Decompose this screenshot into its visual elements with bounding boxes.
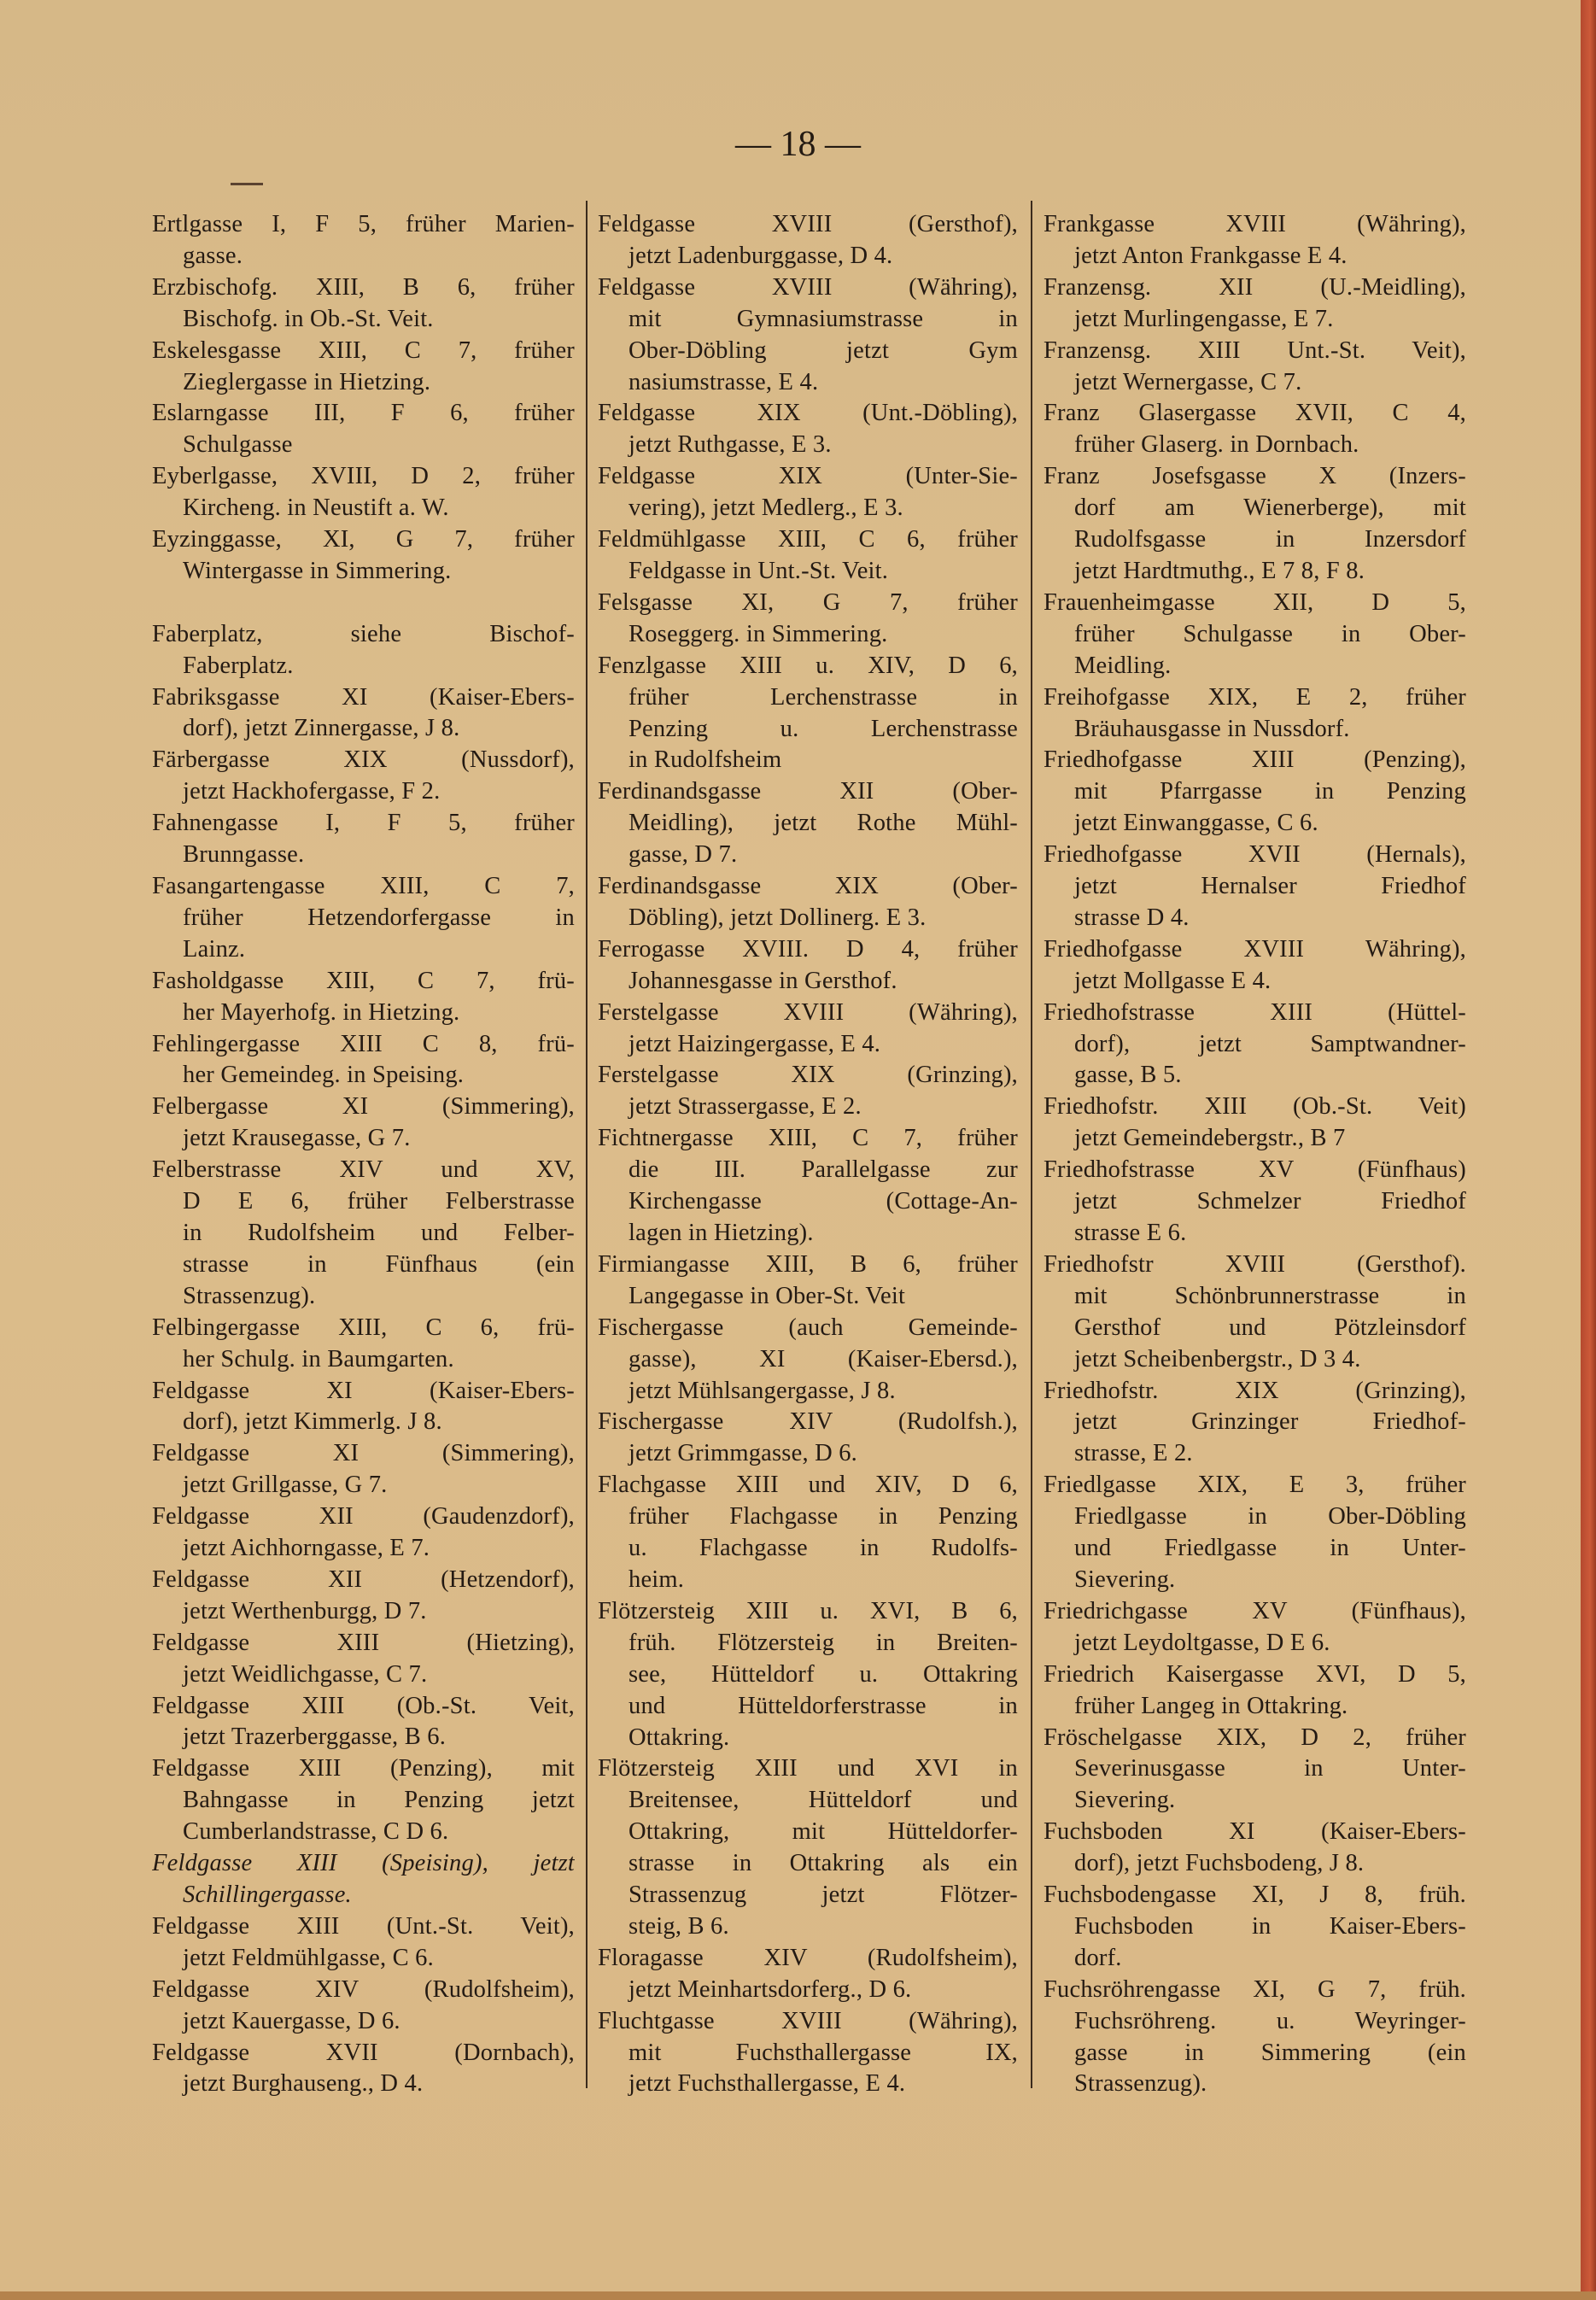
entry-headline: Fasholdgasse XIII, C 7, frü- [152, 967, 575, 994]
entry-continuation: früher Hetzendorfergasse in [183, 904, 575, 931]
entry-headline: Feldgasse XIII (Hietzing), [152, 1629, 575, 1656]
entry-continuation: jetzt Hackhofergasse, F 2. [183, 778, 441, 805]
street-entry [1044, 745, 1466, 840]
entry-continuation: jetzt Wernergasse, C 7. [1074, 368, 1302, 395]
street-entry [1044, 209, 1466, 272]
street-entry [1044, 840, 1466, 934]
entry-headline: Frankgasse XVIII (Währing), [1044, 211, 1466, 237]
entry-continuation: strasse in Ottakring als ein [628, 1850, 1018, 1877]
street-entry [152, 209, 575, 272]
entry-headline: Frauenheimgasse XII, D 5, [1044, 588, 1466, 616]
street-entry [152, 398, 575, 461]
entry-headline: Feldgasse XIII (Penzing), mit [152, 1755, 575, 1782]
section-gap [152, 588, 575, 619]
entry-headline: Firmiangasse XIII, B 6, früher [598, 1250, 1018, 1278]
entry-continuation: jetzt Leydoltgasse, D E 6. [1074, 1629, 1330, 1656]
entry-headline: Feldgasse XIX (Unt.-Döbling), [598, 400, 1018, 427]
entry-headline: Feldgasse XIII (Ob.-St. Veit, [152, 1692, 575, 1719]
entry-headline: Friedhofgasse XVII (Hernals), [1044, 841, 1466, 869]
street-entry [152, 871, 575, 966]
street-entry [152, 461, 575, 524]
entry-headline: Fahnengasse I, F 5, früher [152, 810, 575, 837]
entry-continuation: lagen in Hietzing). [628, 1220, 814, 1246]
entry-continuation: dorf), jetzt Kimmerlg. J 8. [183, 1408, 442, 1436]
entry-continuation: jetzt Ruthgasse, E 3. [628, 431, 832, 459]
street-entry [598, 588, 1018, 651]
column-rule [586, 201, 588, 2088]
entry-continuation: Ober-Döbling jetzt Gym [628, 337, 1018, 364]
entry-continuation: jetzt Scheibenbergstr., D 3 4. [1074, 1345, 1361, 1372]
entry-continuation: die III. Parallelgasse zur [628, 1156, 1018, 1184]
entry-continuation: Roseggerg. in Simmering. [628, 620, 888, 647]
entry-headline: Friedhofstr XVIII (Gersthof). [1044, 1250, 1466, 1278]
entry-headline: Friedrichgasse XV (Fünfhaus), [1044, 1597, 1466, 1624]
street-entry [1044, 1817, 1466, 1880]
entry-headline: Flötzersteig XIII u. XVI, B 6, [598, 1597, 1018, 1624]
entry-headline: Erzbischofg. XIII, B 6, früher [152, 273, 575, 301]
entry-continuation: dorf. [1074, 1944, 1122, 1971]
entry-headline: Friedhofgasse XVIII Währing), [1044, 935, 1466, 963]
column-2 [598, 209, 1018, 2100]
street-entry [1044, 1376, 1466, 1471]
street-entry [598, 272, 1018, 399]
entry-continuation: früher Flachgasse in Penzing [628, 1503, 1018, 1530]
street-entry [598, 1060, 1018, 1123]
entry-headline: Flötzersteig XIII und XVI in [598, 1755, 1018, 1782]
entry-headline: Feldgasse XVIII (Gersthof), [598, 211, 1018, 237]
entry-headline: Ferdinandsgasse XII (Ober- [598, 778, 1018, 805]
street-entry [598, 1753, 1018, 1942]
entry-continuation: nasiumstrasse, E 4. [628, 368, 819, 395]
entry-continuation: Sievering. [1074, 1566, 1176, 1593]
street-entry [598, 209, 1018, 272]
street-entry [152, 808, 575, 871]
street-entry [1044, 272, 1466, 336]
entry-headline: Franzensg. XII (U.-Meidling), [1044, 273, 1466, 301]
entry-continuation: see, Hütteldorf u. Ottakring [628, 1660, 1018, 1688]
entry-continuation: Schillingergasse. [183, 1882, 352, 1909]
entry-continuation: mit Gymnasiumstrasse in [628, 305, 1018, 332]
entry-continuation: jetzt Mühlsangergasse, J 8. [628, 1377, 896, 1404]
entry-continuation: früher Glaserg. in Dornbach. [1074, 431, 1359, 459]
entry-headline: Feldgasse XII (Gaudenzdorf), [152, 1503, 575, 1530]
entry-headline: Färbergasse XIX (Nussdorf), [152, 746, 575, 774]
entry-continuation: mit Schönbrunnerstrasse in [1074, 1282, 1466, 1309]
entry-continuation: Kircheng. in Neustift a. W. [183, 495, 449, 522]
street-entry [598, 1470, 1018, 1596]
street-entry [598, 1249, 1018, 1313]
street-entry [598, 651, 1018, 777]
entry-continuation: Wintergasse in Simmering. [183, 557, 452, 584]
entry-continuation: jetzt Werthenburgg, D 7. [183, 1597, 427, 1624]
entry-headline: Feldgasse XIX (Unter-Sie- [598, 463, 1018, 490]
entry-continuation: jetzt Krausegasse, G 7. [183, 1125, 411, 1152]
street-entry [1044, 998, 1466, 1092]
street-entry [598, 998, 1018, 1061]
entry-headline: Feldgasse XI (Kaiser-Ebers- [152, 1377, 575, 1404]
entry-continuation: Faberplatz. [183, 652, 294, 679]
entry-headline: Fehlingergasse XIII C 8, frü- [152, 1030, 575, 1057]
entry-continuation: Fuchsboden in Kaiser-Ebers- [1074, 1912, 1466, 1940]
entry-continuation: her Mayerhofg. in Hietzing. [183, 998, 460, 1026]
entry-continuation: jetzt Aichhorngasse, E 7. [183, 1535, 430, 1562]
street-entry [598, 1313, 1018, 1408]
column-rule [1031, 201, 1032, 2088]
entry-continuation: jetzt Trazerberggasse, B 6. [183, 1724, 447, 1751]
entry-headline: Feldgasse XVIII (Währing), [598, 273, 1018, 301]
entry-headline: Feldgasse XIV (Rudolfsheim), [152, 1975, 575, 2003]
street-entry [598, 524, 1018, 588]
entry-headline: Felberstrasse XIV und XV, [152, 1156, 575, 1184]
entry-headline: Friedhofstrasse XV (Fünfhaus) [1044, 1156, 1466, 1184]
entry-continuation: jetzt Fuchsthallergasse, E 4. [628, 2070, 906, 2098]
street-entry [1044, 461, 1466, 588]
entry-continuation: früher Schulgasse in Ober- [1074, 620, 1466, 647]
street-entry [598, 1407, 1018, 1470]
entry-continuation: Döbling), jetzt Dollinerg. E 3. [628, 904, 927, 931]
entry-headline: Feldgasse XVII (Dornbach), [152, 2039, 575, 2066]
street-entry [152, 682, 575, 746]
entry-continuation: gasse), XI (Kaiser-Ebersd.), [628, 1345, 1018, 1372]
entry-headline: Fenzlgasse XIII u. XIV, D 6, [598, 652, 1018, 679]
entry-continuation: jetzt Feldmühlgasse, C 6. [183, 1944, 434, 1971]
entry-continuation: Ottakring, mit Hütteldorfer- [628, 1818, 1018, 1846]
street-entry [152, 966, 575, 1029]
entry-headline: Felbingergasse XIII, C 6, frü- [152, 1314, 575, 1341]
entry-headline: Felbergasse XI (Simmering), [152, 1093, 575, 1121]
column-1 [152, 209, 575, 2100]
entry-continuation: Langegasse in Ober-St. Veit [628, 1282, 906, 1309]
entry-continuation: früher Lerchenstrasse in [628, 683, 1018, 711]
street-entry [1044, 1975, 1466, 2101]
street-entry [152, 336, 575, 399]
street-entry [1044, 1880, 1466, 1975]
street-entry [152, 1313, 575, 1376]
entry-continuation: Friedlgasse in Ober-Döbling [1074, 1503, 1466, 1530]
entry-continuation: dorf), jetzt Zinnergasse, J 8. [183, 715, 460, 742]
entry-continuation: jetzt Grillgasse, G 7. [183, 1472, 388, 1499]
entry-continuation: jetzt Weidlichgasse, C 7. [183, 1660, 428, 1688]
entry-continuation: jetzt Anton Frankgasse E 4. [1074, 242, 1348, 269]
entry-continuation: Bischofg. in Ob.-St. Veit. [183, 305, 434, 332]
entry-headline: Fröschelgasse XIX, D 2, früher [1044, 1724, 1466, 1751]
street-entry [152, 1691, 575, 1754]
entry-continuation: in Rudolfsheim und Felber- [183, 1219, 575, 1246]
page-edge-bottom [0, 2291, 1596, 2300]
entry-continuation: gasse, B 5. [1074, 1062, 1182, 1089]
entry-continuation: jetzt Einwanggasse, C 6. [1074, 810, 1318, 837]
street-entry [1044, 1723, 1466, 1817]
entry-headline: Eyzinggasse, XI, G 7, früher [152, 526, 575, 553]
street-entry [1044, 1091, 1466, 1155]
street-entry [1044, 1249, 1466, 1376]
entry-continuation: jetzt Meinhartsdorferg., D 6. [628, 1975, 912, 2003]
entry-continuation: u. Flachgasse in Rudolfs- [628, 1535, 1018, 1562]
entry-continuation: Feldgasse in Unt.-St. Veit. [628, 557, 889, 584]
entry-headline: Eskelesgasse XIII, C 7, früher [152, 337, 575, 364]
entry-headline: Ferstelgasse XVIII (Währing), [598, 998, 1018, 1026]
entry-continuation: Kirchengasse (Cottage-An- [628, 1188, 1018, 1215]
entry-continuation: gasse. [183, 242, 243, 269]
entry-headline: Fasangartengasse XIII, C 7, [152, 873, 575, 900]
entry-headline: Feldgasse XIII (Speising), jetzt [152, 1850, 575, 1877]
entry-continuation: Lainz. [183, 935, 246, 963]
entry-headline: Franz Glasergasse XVII, C 4, [1044, 400, 1466, 427]
entry-headline: Fischergasse (auch Gemeinde- [598, 1314, 1018, 1341]
entry-headline: Feldgasse XII (Hetzendorf), [152, 1566, 575, 1593]
street-entry [598, 1943, 1018, 2006]
entry-continuation: Ottakring. [628, 1724, 730, 1751]
entry-continuation: gasse, D 7. [628, 841, 738, 869]
street-entry [598, 871, 1018, 934]
entry-headline: Feldgasse XIII (Unt.-St. Veit), [152, 1912, 575, 1940]
entry-continuation: strasse E 6. [1074, 1220, 1187, 1246]
entry-continuation: her Gemeindeg. in Speising. [183, 1062, 465, 1089]
entry-continuation: früher Langeg in Ottakring. [1074, 1692, 1348, 1719]
entry-continuation: Rudolfsgasse in Inzersdorf [1074, 526, 1466, 553]
entry-continuation: und Friedlgasse in Unter- [1074, 1535, 1466, 1562]
entry-continuation: Fuchsröhreng. u. Weyringer- [1074, 2007, 1466, 2034]
street-entry [152, 1911, 575, 1975]
entry-continuation: jetzt Grimmgasse, D 6. [628, 1440, 857, 1467]
entry-continuation: Strassenzug jetzt Flötzer- [628, 1882, 1018, 1909]
entry-continuation: Breitensee, Hütteldorf und [628, 1787, 1018, 1814]
street-entry [598, 461, 1018, 524]
street-entry [152, 1376, 575, 1439]
street-entry [598, 1123, 1018, 1249]
entry-continuation: jetzt Grinzinger Friedhof- [1074, 1408, 1466, 1436]
entry-continuation: jetzt Murlingengasse, E 7. [1074, 305, 1334, 332]
street-entry [152, 1029, 575, 1092]
entry-continuation: strasse, E 2. [1074, 1440, 1193, 1467]
entry-headline: Feldmühlgasse XIII, C 6, früher [598, 526, 1018, 553]
entry-continuation: jetzt Hernalser Friedhof [1074, 873, 1466, 900]
entry-continuation: vering), jetzt Medlerg., E 3. [628, 495, 903, 522]
street-entry [152, 272, 575, 336]
entry-continuation: gasse in Simmering (ein [1074, 2039, 1466, 2066]
street-entry [152, 1628, 575, 1691]
entry-headline: Floragasse XIV (Rudolfsheim), [598, 1944, 1018, 1971]
street-entry [152, 1753, 575, 1848]
entry-headline: Ferdinandsgasse XIX (Ober- [598, 873, 1018, 900]
entry-continuation: dorf am Wienerberge), mit [1074, 495, 1466, 522]
entry-continuation: Cumberlandstrasse, C D 6. [183, 1818, 449, 1846]
entry-headline: Faberplatz, siehe Bischof- [152, 620, 575, 647]
entry-continuation: Brunngasse. [183, 841, 305, 869]
entry-continuation: und Hütteldorferstrasse in [628, 1692, 1018, 1719]
entry-continuation: steig, B 6. [628, 1912, 729, 1940]
entry-continuation: strasse D 4. [1074, 904, 1190, 931]
entry-headline: Fichtnergasse XIII, C 7, früher [598, 1125, 1018, 1152]
entry-continuation: früh. Flötzersteig in Breiten- [628, 1629, 1018, 1656]
entry-continuation: Strassenzug). [1074, 2070, 1207, 2098]
page-number: — 18 — [735, 125, 861, 164]
entry-continuation: mit Pfarrgasse in Penzing [1074, 778, 1466, 805]
street-entry [152, 1975, 575, 2038]
entry-headline: Friedhofstr. XIII (Ob.-St. Veit) [1044, 1093, 1466, 1121]
entry-continuation: Schulgasse [183, 431, 293, 459]
street-entry [152, 745, 575, 808]
entry-headline: Felsgasse XI, G 7, früher [598, 588, 1018, 616]
entry-continuation: heim. [628, 1566, 685, 1593]
street-entry [598, 934, 1018, 998]
street-entry [1044, 1596, 1466, 1659]
street-entry [598, 398, 1018, 461]
entry-headline: Friedhofstrasse XIII (Hüttel- [1044, 998, 1466, 1026]
entry-headline: Feldgasse XI (Simmering), [152, 1440, 575, 1467]
entry-headline: Franz Josefsgasse X (Inzers- [1044, 463, 1466, 490]
street-entry [1044, 934, 1466, 998]
entry-continuation: strasse in Fünfhaus (ein [183, 1250, 575, 1278]
entry-continuation: D E 6, früher Felberstrasse [183, 1188, 575, 1215]
entry-continuation: jetzt Gemeindebergstr., B 7 [1074, 1125, 1346, 1152]
street-entry [1044, 398, 1466, 461]
entry-continuation: her Schulg. in Baumgarten. [183, 1345, 454, 1372]
entry-continuation: Sievering. [1074, 1787, 1176, 1814]
entry-headline: Eslarngasse III, F 6, früher [152, 400, 575, 427]
entry-continuation: dorf), jetzt Fuchsbodeng, J 8. [1074, 1850, 1365, 1877]
page-edge [1581, 0, 1596, 2300]
entry-headline: Fuchsboden XI (Kaiser-Ebers- [1044, 1818, 1466, 1846]
entry-headline: Fischergasse XIV (Rudolfsh.), [598, 1408, 1018, 1436]
entry-headline: Fuchsbodengasse XI, J 8, früh. [1044, 1882, 1466, 1909]
street-entry [152, 1091, 575, 1155]
entry-continuation: Penzing u. Lerchenstrasse [628, 715, 1018, 742]
entry-continuation: jetzt Haizingergasse, E 4. [628, 1030, 881, 1057]
street-entry [152, 2038, 575, 2101]
street-entry [1044, 1659, 1466, 1723]
entry-headline: Eyberlgasse, XVIII, D 2, früher [152, 463, 575, 490]
entry-continuation: Severinusgasse in Unter- [1074, 1755, 1466, 1782]
entry-continuation: in Rudolfsheim [628, 746, 782, 774]
entry-continuation: jetzt Hardtmuthg., E 7 8, F 8. [1074, 557, 1365, 584]
entry-headline: Freihofgasse XIX, E 2, früher [1044, 683, 1466, 711]
street-entry [152, 619, 575, 682]
entry-continuation: jetzt Burghauseng., D 4. [183, 2070, 424, 2098]
entry-headline: Friedlgasse XIX, E 3, früher [1044, 1472, 1466, 1499]
street-entry [152, 1438, 575, 1501]
entry-headline: Ertlgasse I, F 5, früher Marien- [152, 211, 575, 237]
entry-continuation: Gersthof und Pötzleinsdorf [1074, 1314, 1466, 1341]
street-entry [1044, 1155, 1466, 1249]
entry-headline: Friedrich Kaisergasse XVI, D 5, [1044, 1660, 1466, 1688]
entry-continuation: mit Fuchsthallergasse IX, [628, 2039, 1018, 2066]
street-entry [1044, 588, 1466, 682]
entry-continuation: jetzt Mollgasse E 4. [1074, 967, 1272, 994]
entry-continuation: Bahngasse in Penzing jetzt [183, 1787, 575, 1814]
ink-mark [231, 183, 263, 185]
entry-continuation: Zieglergasse in Hietzing. [183, 368, 431, 395]
entry-continuation: jetzt Strassergasse, E 2. [628, 1093, 862, 1121]
street-entry [1044, 682, 1466, 746]
entry-headline: Fluchtgasse XVIII (Währing), [598, 2007, 1018, 2034]
entry-continuation: jetzt Schmelzer Friedhof [1074, 1188, 1466, 1215]
street-entry [598, 1596, 1018, 1754]
street-entry [598, 2006, 1018, 2101]
entry-continuation: jetzt Ladenburggasse, D 4. [628, 242, 893, 269]
entry-continuation: Johannesgasse in Gersthof. [628, 967, 897, 994]
entry-headline: Fuchsröhrengasse XI, G 7, früh. [1044, 1975, 1466, 2003]
entry-headline: Ferrogasse XVIII. D 4, früher [598, 935, 1018, 963]
street-entry [152, 1565, 575, 1628]
entry-headline: Flachgasse XIII und XIV, D 6, [598, 1472, 1018, 1499]
entry-continuation: jetzt Kauergasse, D 6. [183, 2007, 400, 2034]
street-entry [1044, 1470, 1466, 1596]
entry-headline: Ferstelgasse XIX (Grinzing), [598, 1062, 1018, 1089]
street-entry [152, 524, 575, 588]
street-entry [152, 1501, 575, 1565]
entry-continuation: dorf), jetzt Samptwandner- [1074, 1030, 1466, 1057]
entry-continuation: Meidling. [1074, 652, 1172, 679]
entry-continuation: Strassenzug). [183, 1282, 316, 1309]
entry-headline: Fabriksgasse XI (Kaiser-Ebers- [152, 683, 575, 711]
column-3 [1044, 209, 1466, 2100]
entry-headline: Friedhofgasse XIII (Penzing), [1044, 746, 1466, 774]
street-entry [1044, 336, 1466, 399]
entry-headline: Friedhofstr. XIX (Grinzing), [1044, 1377, 1466, 1404]
entry-continuation: Meidling), jetzt Rothe Mühl- [628, 810, 1018, 837]
entry-continuation: Bräuhausgasse in Nussdorf. [1074, 715, 1350, 742]
entry-headline: Franzensg. XIII Unt.-St. Veit), [1044, 337, 1466, 364]
street-entry [152, 1155, 575, 1313]
street-entry [152, 1848, 575, 1911]
street-entry [598, 776, 1018, 871]
